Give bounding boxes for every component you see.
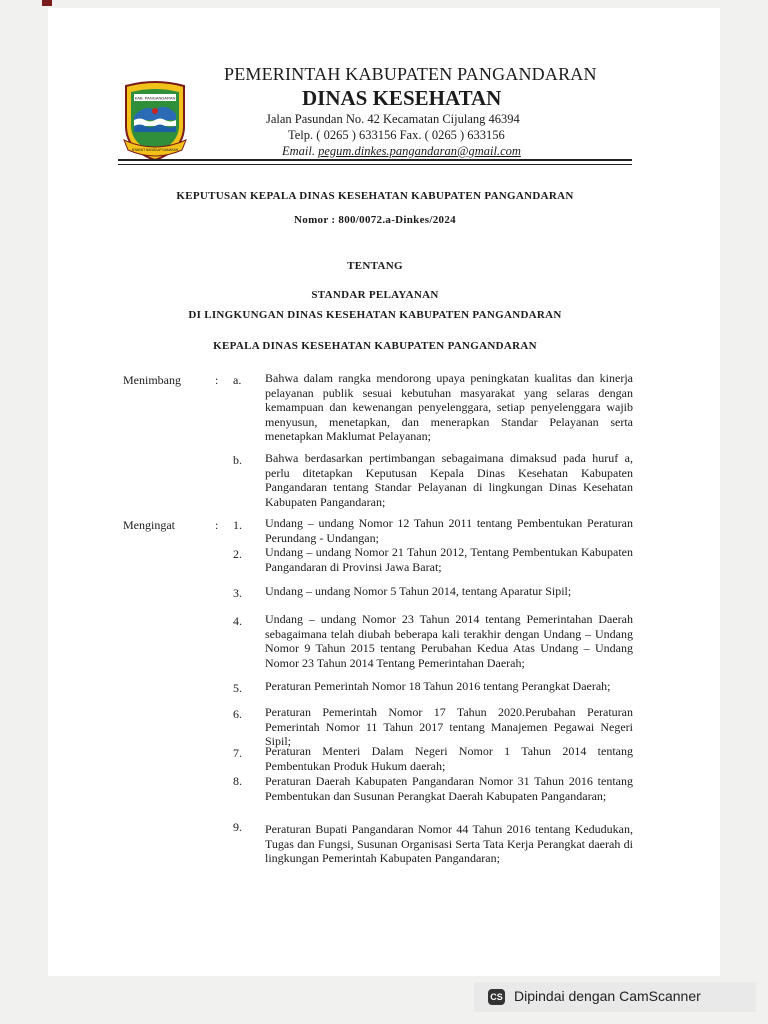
decree-number: Nomor : 800/0072.a-Dinkes/2024: [294, 214, 456, 226]
menimbang-marker-b: b.: [233, 453, 242, 467]
scan-edge-mark: [42, 0, 52, 6]
logo-motto-text: NYAKAIT NANGKAP NAMAKAN: [131, 148, 179, 152]
agency-phone-fax: Telp. ( 0265 ) 633156 Fax. ( 0265 ) 633156: [288, 128, 505, 142]
mengingat-item-8: Peraturan Daerah Kabupaten Pangandaran Nomor 31 Tahun 2016 tentang Pembentukan dan Susunan Perangkat Daerah Kabupaten Pangandaran;: [265, 774, 633, 803]
mengingat-marker-7: 7.: [233, 746, 242, 760]
mengingat-marker-1: 1.: [233, 518, 242, 532]
email-label: Email.: [282, 144, 315, 158]
agency-address: Jalan Pasundan No. 42 Kecamatan Cijulang 46394: [266, 112, 520, 126]
agency-name: DINAS KESEHATAN: [302, 86, 502, 110]
mengingat-item-2: Undang – undang Nomor 21 Tahun 2012, Tentang Pembentukan Kabupaten Pangandaran di Provinsi Jawa Barat;: [265, 545, 633, 574]
decree-subject-line-2: DI LINGKUNGAN DINAS KESEHATAN KABUPATEN PANGANDARAN: [188, 309, 562, 321]
mengingat-marker-6: 6.: [233, 707, 242, 721]
mengingat-colon: :: [215, 518, 219, 532]
logo-banner-text: KAB. PANGANDARAN: [134, 95, 176, 101]
decree-subject-line-1: STANDAR PELAYANAN: [311, 289, 439, 301]
mengingat-marker-5: 5.: [233, 681, 242, 695]
decree-about: TENTANG: [347, 260, 403, 272]
letterhead-divider-thick: [118, 159, 632, 161]
menimbang-colon: :: [215, 373, 219, 387]
mengingat-marker-2: 2.: [233, 547, 242, 561]
government-name: PEMERINTAH KABUPATEN PANGANDARAN: [224, 64, 597, 84]
mengingat-marker-8: 8.: [233, 774, 242, 788]
mengingat-item-7: Peraturan Menteri Dalam Negeri Nomor 1 Tahun 2014 tentang Pembentukan Produk Hukum daerah;: [265, 744, 633, 773]
camscanner-badge: [474, 982, 756, 1012]
mengingat-item-1: Undang – undang Nomor 12 Tahun 2011 tentang Pembentukan Peraturan Perundang - Undangan;: [265, 516, 633, 545]
mengingat-item-6: Peraturan Pemerintah Nomor 17 Tahun 2020.Perubahan Peraturan Pemerintah Nomor 11 Tahun 2017 tentang Manajemen Pegawai Negeri Sipil;: [265, 705, 633, 749]
mengingat-label: Mengingat: [123, 518, 175, 532]
mengingat-item-4: Undang – undang Nomor 23 Tahun 2014 tentang Pemerintahan Daerah sebagaimana telah diubah beberapa kali terakhir dengan Undang – Undang Nomor 9 Tahun 2015 tentang Perubahan Kedua Atas Undang – Undang Nomor 23 Tahun 2014 Tentang Pemerintahan Daerah;: [265, 612, 633, 670]
mengingat-marker-3: 3.: [233, 586, 242, 600]
mengingat-marker-9: 9.: [233, 820, 242, 834]
email-address-link[interactable]: pegum.dinkes.pangandaran@gmail.com: [318, 144, 521, 158]
mengingat-item-9: Peraturan Bupati Pangandaran Nomor 44 Tahun 2016 tentang Kedudukan, Tugas dan Fungsi, Susunan Organisasi Serta Tata Kerja Perangkat daerah di lingkungan Pemerintah Kabupaten Pangandaran;: [265, 822, 633, 866]
pangandaran-regency-logo-icon: [120, 80, 190, 162]
decree-issuer: KEPALA DINAS KESEHATAN KABUPATEN PANGANDARAN: [213, 340, 537, 352]
menimbang-marker-a: a.: [233, 373, 242, 387]
menimbang-item-b: Bahwa berdasarkan pertimbangan sebagaimana dimaksud pada huruf a, perlu ditetapkan Keputusan Kepala Dinas Kesehatan Kabupaten Pangandaran tentang Standar Pelayanan di lingkungan Dinas Kesehatan Kabupaten Pangandaran;: [265, 451, 633, 509]
menimbang-item-a: Bahwa dalam rangka mendorong upaya peningkatan kualitas dan kinerja pelayanan publik sesuai kebutuhan masyarakat yang selaras dengan kemampuan dan kewenangan penyelenggara, setiap penyelenggara wajib menyusun, menetapkan, dan menerapkan Standar Pelayanan serta menetapkan Maklumat Pelayanan;: [265, 371, 633, 444]
agency-email: [282, 144, 521, 159]
camscanner-text: Dipindai dengan CamScanner: [514, 988, 701, 1004]
mengingat-item-3: Undang – undang Nomor 5 Tahun 2014, tentang Aparatur Sipil;: [265, 584, 572, 598]
letterhead-divider-thin: [118, 164, 632, 165]
mengingat-item-5: Peraturan Pemerintah Nomor 18 Tahun 2016 tentang Perangkat Daerah;: [265, 679, 611, 693]
mengingat-marker-4: 4.: [233, 614, 242, 628]
menimbang-label: Menimbang: [123, 373, 181, 387]
decree-title: KEPUTUSAN KEPALA DINAS KESEHATAN KABUPATEN PANGANDARAN: [176, 190, 574, 202]
camscanner-logo-icon: CS: [488, 989, 505, 1005]
